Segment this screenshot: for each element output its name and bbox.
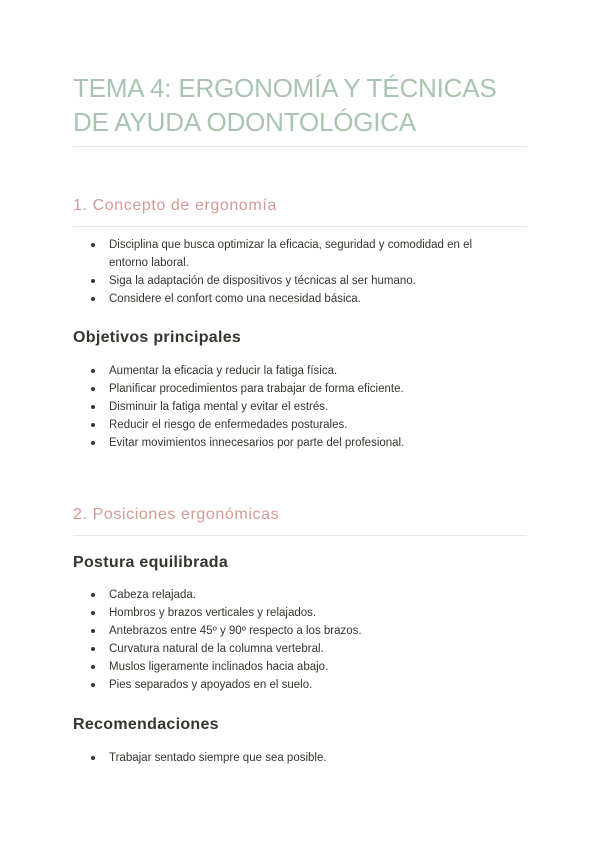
section-heading-posiciones: 2. Posiciones ergonómicas [73, 506, 280, 523]
section-heading-ergonomia: 1. Concepto de ergonomía [73, 197, 277, 214]
list-item: Evitar movimientos innecesarios por parte del profesional. [73, 434, 513, 452]
page-title: TEMA 4: ERGONOMÍA Y TÉCNICAS DE AYUDA ODONTOLÓGICA [73, 73, 497, 137]
concepto-list [73, 236, 513, 308]
list-item: Trabajar sentado siempre que sea posible. [73, 749, 513, 767]
subsection-heading-recomendaciones: Recomendaciones [73, 716, 219, 733]
objetivos-list [73, 362, 513, 452]
list-item: Disminuir la fatiga mental y evitar el estrés. [73, 398, 513, 416]
list-item: Considere el confort como una necesidad básica. [73, 290, 513, 308]
subsection-heading-postura: Postura equilibrada [73, 554, 229, 571]
section-divider-2 [73, 535, 527, 536]
title-divider [73, 146, 527, 147]
list-item: Hombros y brazos verticales y relajados. [73, 604, 513, 622]
list-item: Pies separados y apoyados en el suelo. [73, 676, 513, 694]
postura-list [73, 586, 513, 694]
list-item: Cabeza relajada. [73, 586, 513, 604]
section-divider-1 [73, 226, 527, 227]
list-item: Reducir el riesgo de enfermedades posturales. [73, 416, 513, 434]
list-item: Muslos ligeramente inclinados hacia abajo. [73, 658, 513, 676]
list-item: Disciplina que busca optimizar la eficacia, seguridad y comodidad en el entorno laboral. [73, 236, 513, 272]
list-item: Antebrazos entre 45º y 90º respecto a los brazos. [73, 622, 513, 640]
list-item: Aumentar la eficacia y reducir la fatiga física. [73, 362, 513, 380]
list-item: Planificar procedimientos para trabajar de forma eficiente. [73, 380, 513, 398]
list-item: Curvatura natural de la columna vertebral. [73, 640, 513, 658]
subsection-heading-objetivos: Objetivos principales [73, 329, 242, 346]
recomendaciones-list [73, 749, 513, 767]
list-item: Siga la adaptación de dispositivos y técnicas al ser humano. [73, 272, 513, 290]
